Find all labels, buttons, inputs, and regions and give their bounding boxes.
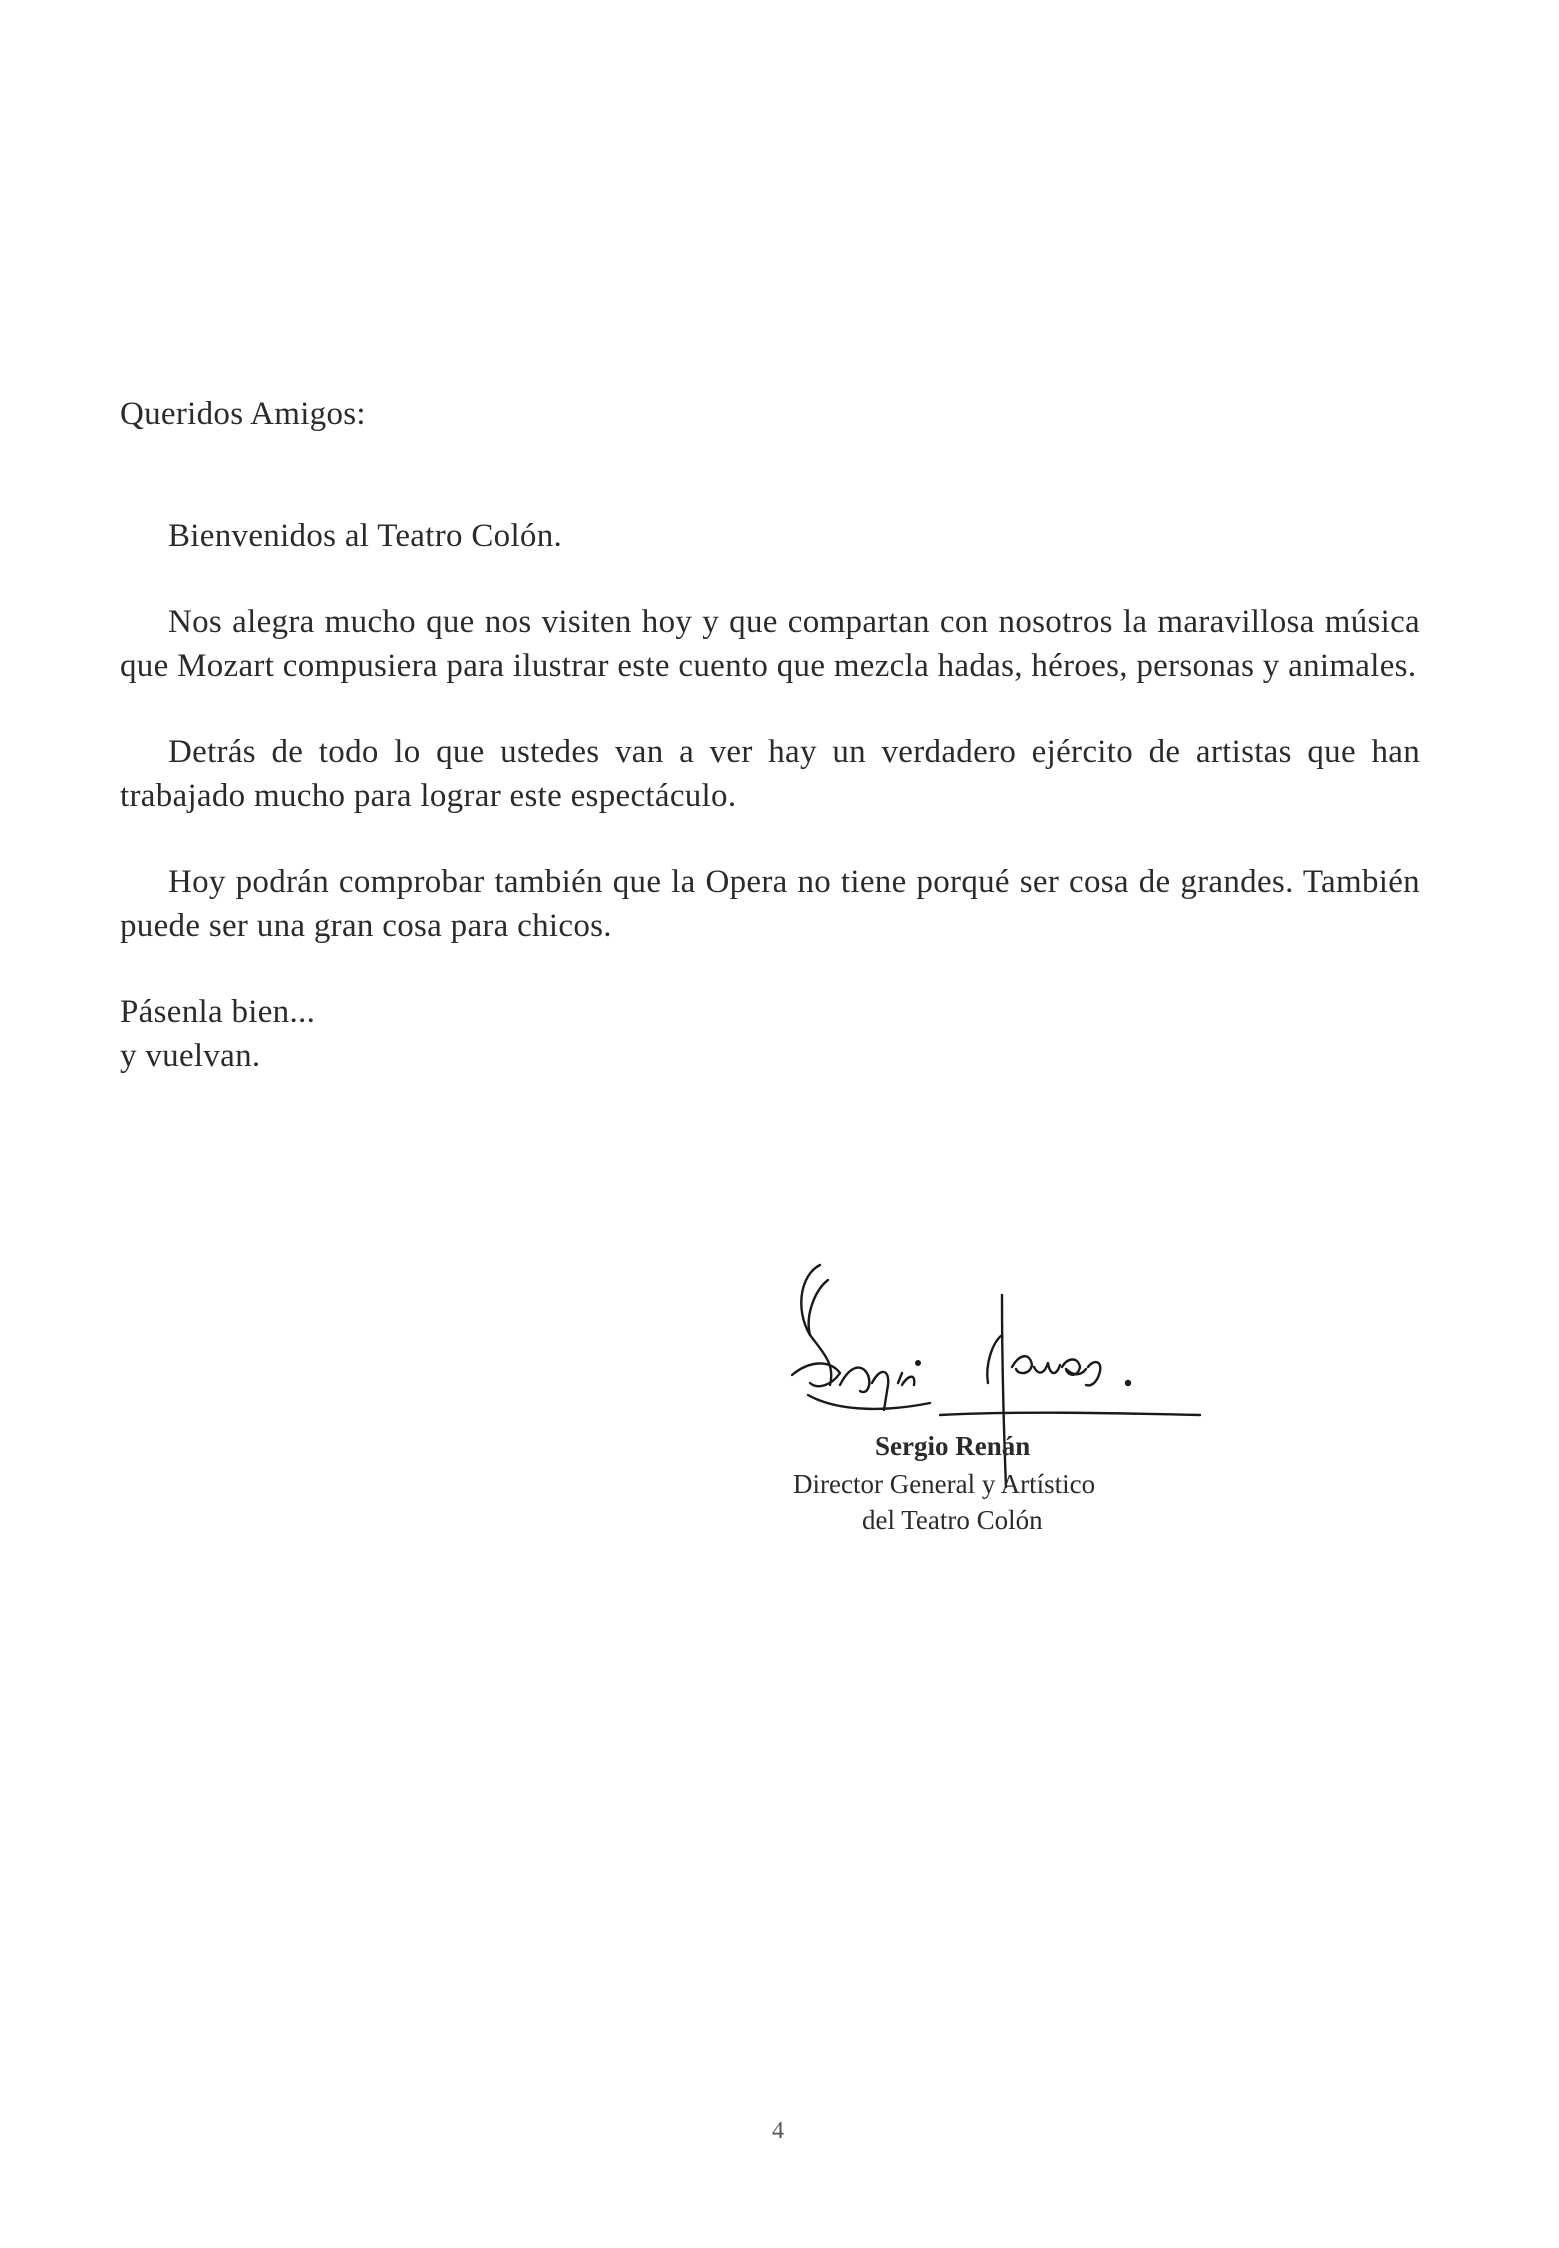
letter-body: [120, 392, 1420, 1078]
paragraph-visit: Nos alegra mucho que nos visiten hoy y que compartan con nosotros la maravillosa música que Mozart compusiera para ilustrar este cuento que mezcla hadas, héroes, personas y animales.: [120, 604, 1420, 684]
closing-line-1: Pásenla bien...: [120, 994, 316, 1030]
paragraph-artists: Detrás de todo lo que ustedes van a ver hay un verdadero ejército de artistas que han trabajado mucho para lograr este espectáculo.: [120, 734, 1420, 814]
signer-name: Sergio Renán: [875, 1431, 1031, 1461]
page-number: 4: [772, 2118, 784, 2144]
salutation: Queridos Amigos:: [120, 396, 366, 432]
signer-organization: del Teatro Colón: [862, 1505, 1043, 1535]
paragraph-opera: Hoy podrán comprobar también que la Opera no tiene porqué ser cosa de grandes. También puede ser una gran cosa para chicos.: [120, 864, 1420, 944]
signer-title: Director General y Artístico: [793, 1469, 1096, 1499]
paragraph-welcome: Bienvenidos al Teatro Colón.: [168, 518, 563, 554]
closing-line-2: y vuelvan.: [120, 1038, 261, 1074]
closing: [120, 990, 1420, 1078]
